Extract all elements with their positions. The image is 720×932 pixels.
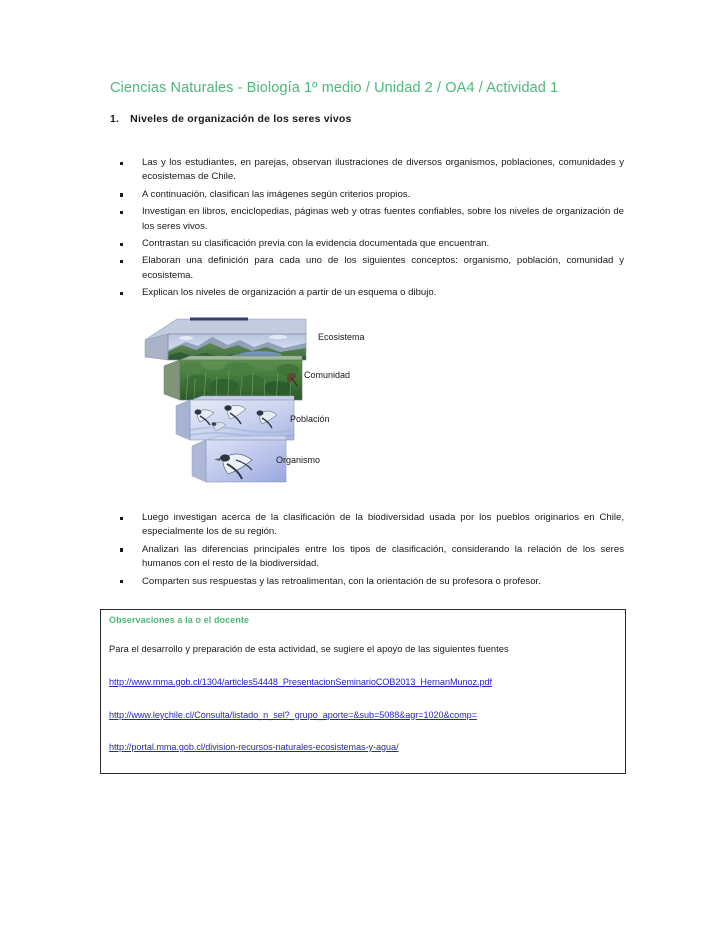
diagram-label-poblacion: Población xyxy=(290,414,330,424)
list-item: Analizan las diferencias principales entre los tipos de clasificación, considerando la relación de los seres humanos con el resto de la biodiversidad. xyxy=(112,543,624,572)
observations-title: Observaciones a la o el docente xyxy=(109,615,250,625)
list-item: A continuación, clasifican las imágenes según criterios propios. xyxy=(112,188,624,202)
diagram-level-ecosistema xyxy=(145,318,306,361)
resource-link-2[interactable]: http://www.leychile.cl/Consulta/listado_n_sel?_grupo_aporte=&sub=5088&agr=1020&comp= xyxy=(109,709,477,720)
observations-intro: Para el desarrollo y preparación de esta actividad, se sugiere el apoyo de las siguientes fuentes xyxy=(109,644,509,654)
list-item: Luego investigan acerca de la clasificación de la biodiversidad usada por los pueblos originarios en Chile, especialmente los de su región. xyxy=(112,511,624,540)
list-item: Explican los niveles de organización a partir de un esquema o dibujo. xyxy=(112,286,624,300)
list-item: Contrastan su clasificación previa con la evidencia documentada que encuentran. xyxy=(112,237,624,251)
list-item: Elaboran una definición para cada uno de los siguientes conceptos: organismo, población, comunidad y ecosistema. xyxy=(112,254,624,283)
list-item xyxy=(109,705,617,723)
observations-box xyxy=(100,609,626,774)
diagram-level-organismo xyxy=(192,436,286,482)
niveles-organizacion-diagram xyxy=(128,312,388,497)
list-item: Investigan en libros, enciclopedias, páginas web y otras fuentes confiables, sobre los niveles de organización de los seres vivos. xyxy=(112,205,624,234)
list-item: Comparten sus respuestas y las retroalimentan, con la orientación de su profesora o profesor. xyxy=(112,575,624,589)
diagram-label-ecosistema: Ecosistema xyxy=(318,332,365,342)
activity-steps-top-list xyxy=(112,156,624,304)
diagram-level-comunidad xyxy=(164,356,302,400)
section-number: 1. xyxy=(110,113,120,125)
resource-link-1[interactable]: http://www.mma.gob.cl/1304/articles54448_PresentacionSeminarioCOB2013_HernanMunoz.pdf xyxy=(109,677,492,687)
diagram-label-organismo: Organismo xyxy=(276,455,321,465)
page-title: Ciencias Naturales - Biología 1º medio / Unidad 2 / OA4 / Actividad 1 xyxy=(110,80,559,96)
activity-steps-bottom-list xyxy=(112,511,624,592)
diagram-label-comunidad: Comunidad xyxy=(304,370,351,380)
section-heading xyxy=(110,113,352,125)
diagram-level-poblacion xyxy=(176,396,294,440)
section-heading-label: Niveles de organización de los seres vivos xyxy=(130,113,352,125)
list-item xyxy=(109,672,617,690)
observations-links-list xyxy=(109,672,617,770)
list-item xyxy=(109,737,617,755)
resource-link-3[interactable]: http://portal.mma.gob.cl/division-recursos-naturales-ecosistemas-y-agua/ xyxy=(109,742,399,752)
list-item: Las y los estudiantes, en parejas, observan ilustraciones de diversos organismos, poblaciones, comunidades y ecosistemas de Chile. xyxy=(112,156,624,185)
